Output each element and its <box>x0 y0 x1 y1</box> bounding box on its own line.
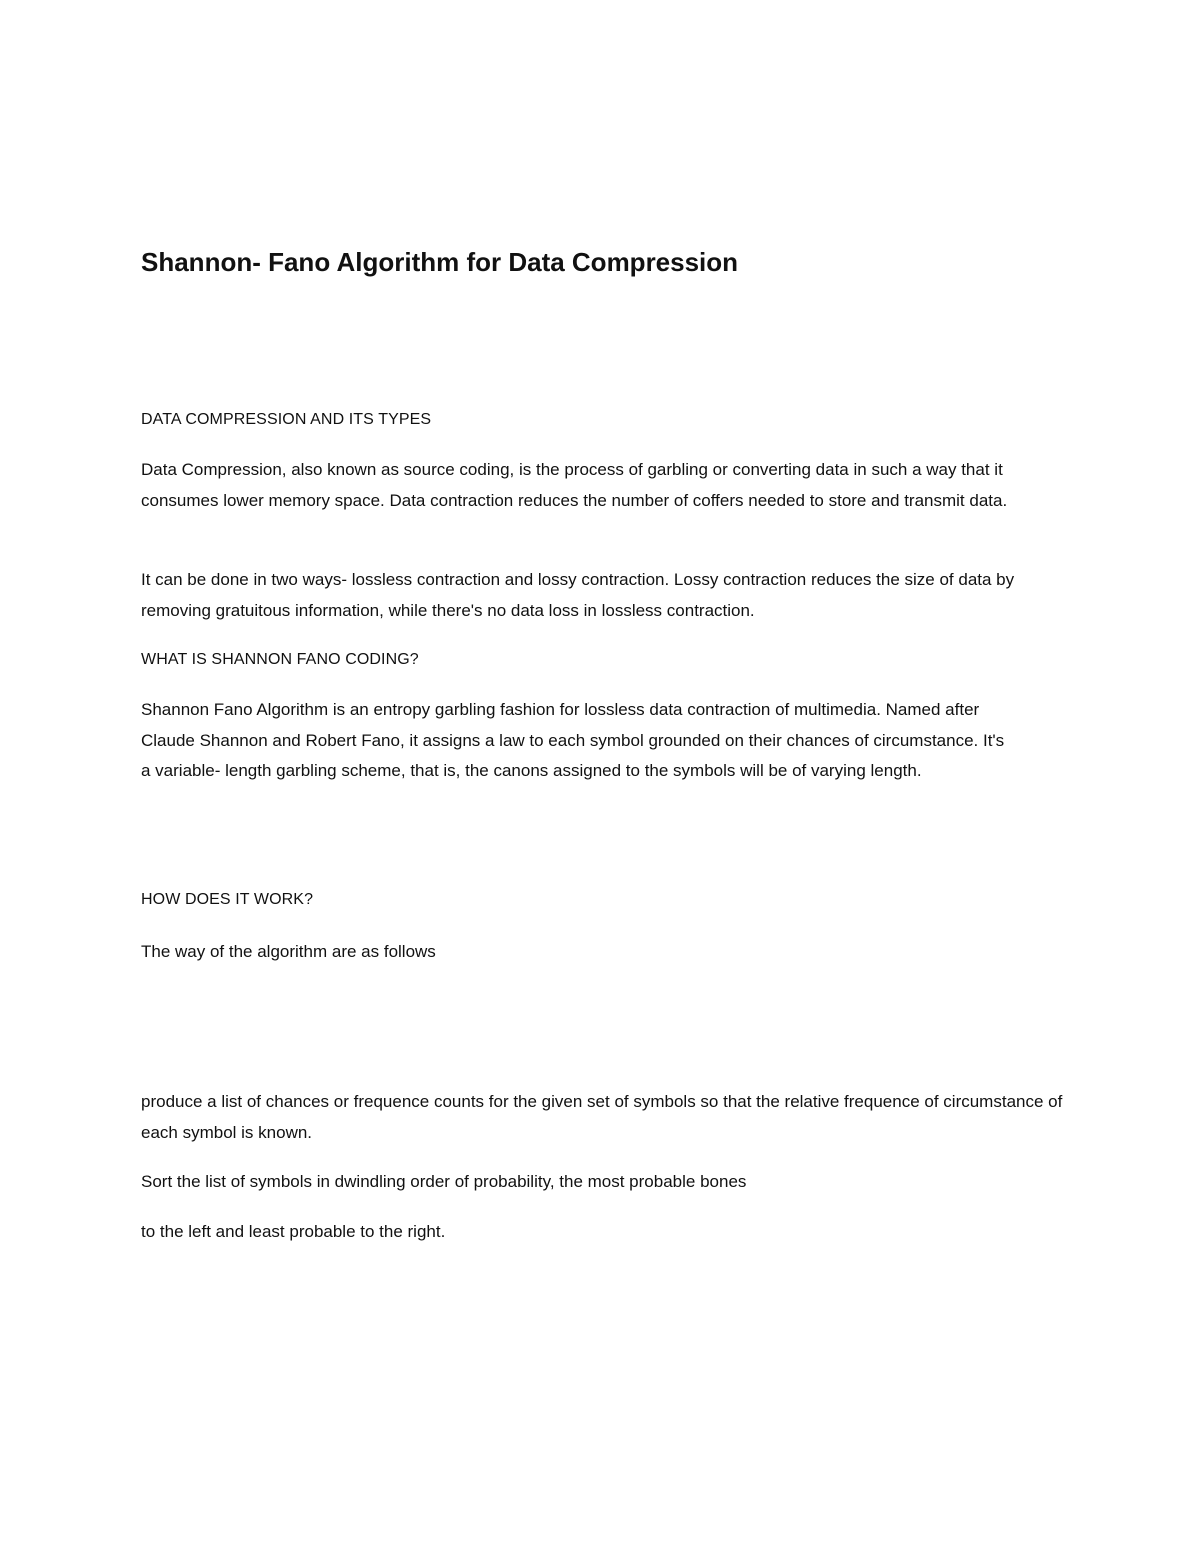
section-heading-data-compression: DATA COMPRESSION AND ITS TYPES <box>141 411 432 428</box>
section-heading-shannon-fano-coding: WHAT IS SHANNON FANO CODING? <box>141 651 419 668</box>
paragraph-shannon-fano-definition: Shannon Fano Algorithm is an entropy garbling fashion for lossless data contraction of multimedia. Named after Claude Shannon and Robert Fano, it assigns a law to each symbol grounded on their chances of circumstance. It's a variable- length garbling scheme, that is, the canons assigned to the symbols will be of varying length. <box>141 700 1005 780</box>
algorithm-step-order-direction: to the left and least probable to the right. <box>141 1222 446 1241</box>
paragraph-data-compression-definition: Data Compression, also known as source coding, is the process of garbling or converting data in such a way that it consumes lower memory space. Data contraction reduces the number of coffers needed to store and transmit data. <box>141 460 1008 510</box>
section-heading-how-it-works: HOW DOES IT WORK? <box>141 891 314 908</box>
paragraph-algorithm-intro: The way of the algorithm are as follows <box>141 942 436 961</box>
paragraph-compression-types: It can be done in two ways- lossless contraction and lossy contraction. Lossy contraction reduces the size of data by removing gratuitous information, while there's no data loss in lossless contraction. <box>141 570 1015 620</box>
document-title: Shannon- Fano Algorithm for Data Compression <box>141 247 739 277</box>
algorithm-step-produce-list: produce a list of chances or frequence counts for the given set of symbols so that the relative frequence of circumstance of each symbol is known. <box>141 1092 1063 1142</box>
algorithm-step-sort-list: Sort the list of symbols in dwindling order of probability, the most probable bones <box>141 1172 747 1191</box>
